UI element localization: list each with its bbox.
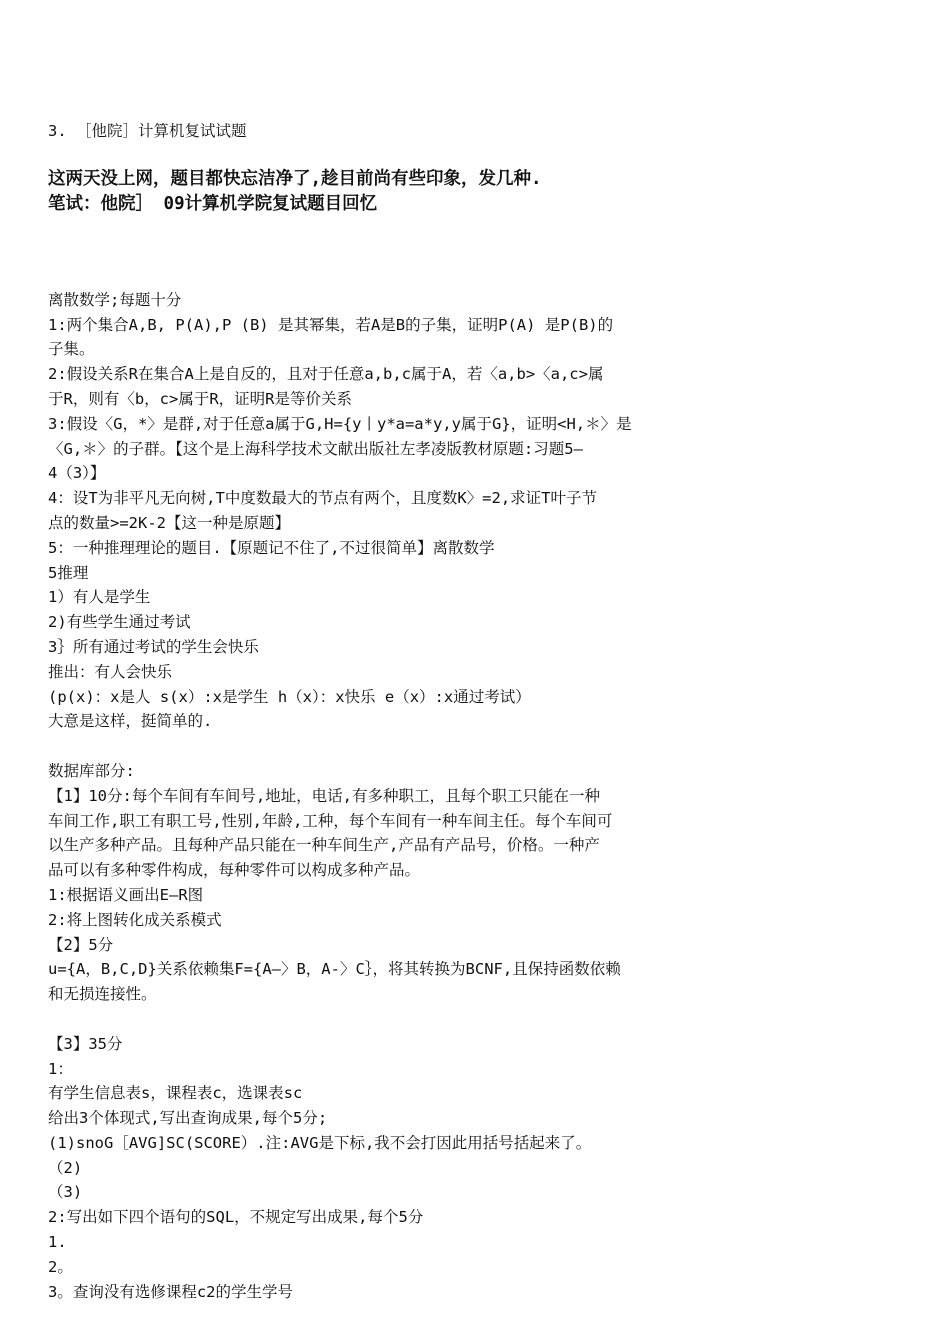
- text-line: 有学生信息表s，课程表c，选课表sc: [48, 1084, 303, 1103]
- text-line: [48, 1007, 718, 1032]
- text-line: u={A，B,C,D}关系依赖集F={A—〉B，A-〉C｝，将其转换为BCNF,且保持函数依赖: [48, 960, 621, 979]
- text-line: [48, 734, 718, 759]
- text-line: 【1】10分:每个车间有车间号,地址，电话,有多种职工，且每个职工只能在一种: [48, 786, 600, 805]
- text-line: 车间工作,职工有职工号,性别,年龄,工种，每个车间有一种车间主任。每个车间可: [48, 811, 613, 830]
- text-line: 大意是这样，挺简单的.: [48, 712, 213, 731]
- text-line: (p(x)：x是人 s(x）:x是学生 h（x）：x快乐 e（x）:x通过考试）: [48, 687, 531, 706]
- text-line: 推出：有人会快乐: [48, 662, 173, 681]
- intro-line: 这两天没上网，题目都快忘洁净了,趁目前尚有些印象，发几种.: [48, 169, 542, 189]
- text-line: 1:两个集合A,B, P(A),P (B) 是其幂集，若A是B的子集，证明P(A) 是P(B)的: [48, 315, 614, 334]
- text-line: 3。查询没有选修课程c2的学生学号: [48, 1282, 293, 1301]
- text-line: (1)snoG［AVG]SC(SCORE）.注:AVG是下标,我不会打因此用括号括起来了。: [48, 1133, 592, 1152]
- text-line: 1:根据语义画出E—R图: [48, 885, 204, 904]
- body-text: [48, 263, 718, 1304]
- text-line: （2): [48, 1158, 83, 1177]
- text-line: [48, 263, 718, 288]
- text-line: 2:将上图转化成关系模式: [48, 910, 222, 929]
- text-line: 1：: [48, 1059, 73, 1078]
- text-line: 5推理: [48, 563, 89, 582]
- intro-line: 笔试：他院］ 09计算机学院复试题目回忆: [48, 194, 378, 214]
- text-line: 离散数学;每题十分: [48, 290, 182, 309]
- text-line: 4（3）】: [48, 464, 106, 483]
- text-line: 2:假设关系R在集合A上是自反的，且对于任意a,b,c属于A，若〈a,b>〈a,c>属: [48, 365, 604, 384]
- intro-block: [48, 167, 542, 217]
- text-line: 点的数量>=2K-2【这一种是原题】: [48, 513, 290, 532]
- section-heading: 3. ［他院］计算机复试试题: [48, 122, 247, 140]
- text-line: 子集。: [48, 340, 95, 359]
- text-line: 5：一种推理理论的题目.【原题记不住了,不过很简单】离散数学: [48, 538, 495, 557]
- text-line: 于R，则有〈b，c>属于R，证明R是等价关系: [48, 389, 352, 408]
- text-line: 〈G,＊〉的子群。【这个是上海科学技术文献出版社左孝凌版教材原题:习题5—: [48, 439, 583, 458]
- text-line: 4：设T为非平凡无向树,T中度数最大的节点有两个，且度数K〉=2,求证T叶子节: [48, 489, 597, 508]
- text-line: 3:假设〈G，*〉是群,对于任意a属于G,H={y丨y*a=a*y,y属于G}，证明<H,＊〉是: [48, 414, 632, 433]
- text-line: 2。: [48, 1257, 73, 1276]
- text-line: 1.: [48, 1233, 67, 1252]
- text-line: 2:写出如下四个语句的SQL，不规定写出成果,每个5分: [48, 1208, 424, 1227]
- text-line: 3｝所有通过考试的学生会快乐: [48, 637, 259, 656]
- text-line: 品可以有多种零件构成，每种零件可以构成多种产品。: [48, 861, 421, 880]
- text-line: 给出3个体现式,写出查询成果,每个5分;: [48, 1109, 328, 1128]
- text-line: 2)有些学生通过考试: [48, 613, 191, 632]
- text-line: 以生产多种产品。且每种产品只能在一种车间生产,产品有产品号，价格。一种产: [48, 836, 600, 855]
- text-line: 数据库部分:: [48, 761, 135, 780]
- text-line: 和无损连接性。: [48, 985, 157, 1004]
- text-line: 1）有人是学生: [48, 588, 151, 607]
- text-line: 【3】35分: [48, 1034, 123, 1053]
- text-line: 【2】5分: [48, 935, 114, 954]
- text-line: （3): [48, 1183, 83, 1202]
